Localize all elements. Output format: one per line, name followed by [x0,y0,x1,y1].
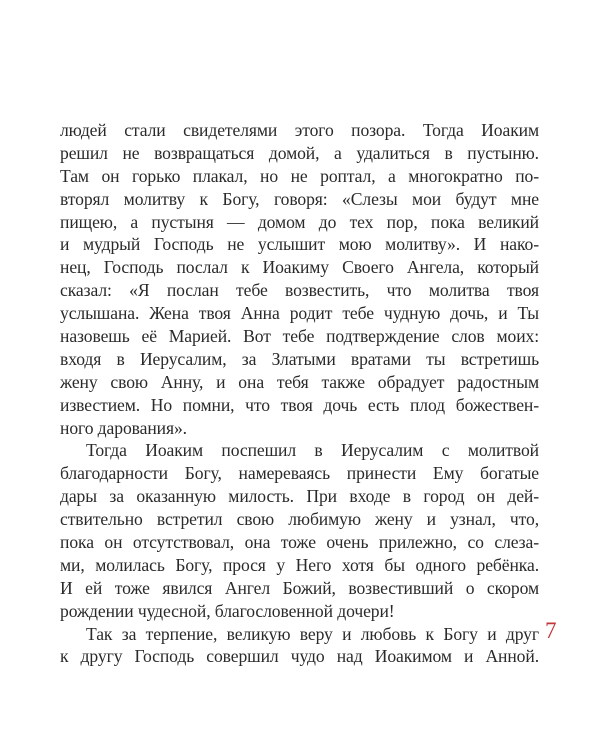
text-line: к другу Господь совершил чудо над Иоакимом и Анной. [60,646,539,667]
text-line: услышана. Жена твоя Анна родит тебе чудную дочь, и Ты [60,303,539,324]
text-line: ствительно встретил свою любимую жену и узнал, что, [60,509,539,530]
body-text [60,119,539,668]
text-line: Так за терпение, великую веру и любовь к Богу и друг [86,623,539,644]
text-line: рождении чудесной, благословенной дочери! [60,600,395,621]
paragraph-3 [60,623,539,669]
text-line: решил не возвращаться домой, а удалиться в пустыню. [60,142,539,163]
text-line: назовешь её Марией. Вот тебе подтверждение слов моих: [60,326,539,347]
text-line: вторял молитву к Богу, говоря: «Слезы мои будут мне [60,188,539,209]
text-line: И ей тоже явился Ангел Божий, возвестивший о скором [60,577,539,598]
text-line: жену свою Анну, и она тебя также обрадует радостным [60,371,539,392]
paragraph-2 [60,439,539,622]
text-line: нец, Господь послал к Иоакиму Своего Ангела, который [60,257,539,278]
text-line: известием. Но помни, что твоя дочь есть плод божествен- [60,394,539,415]
text-line: дары за оказанную милость. При входе в город он дей- [60,486,539,507]
paragraph-1 [60,119,539,439]
text-line: благодарности Богу, намереваясь принести Ему богатые [60,463,539,484]
text-line: пищею, а пустыня — домом до тех пор, пока великий [60,211,539,232]
text-line: ного дарования». [60,417,187,438]
text-line: ми, молилась Богу, прося у Него хотя бы одного ребёнка. [60,554,539,575]
text-line: сказал: «Я послан тебе возвестить, что молитва твоя [60,280,539,301]
text-line: входя в Иерусалим, за Златыми вратами ты встретишь [60,348,539,369]
page-number: 7 [545,618,557,643]
text-line: пока он отсутствовал, она тоже очень прилежно, со слеза- [60,532,539,553]
text-line: Там он горько плакал, но не роптал, а многократно по- [60,165,539,186]
text-line: Тогда Иоаким поспешил в Иерусалим с молитвой [86,440,539,461]
text-line: людей стали свидетелями этого позора. Тогда Иоаким [60,120,539,140]
text-line: и мудрый Господь не услышит мою молитву». И нако- [60,234,539,255]
